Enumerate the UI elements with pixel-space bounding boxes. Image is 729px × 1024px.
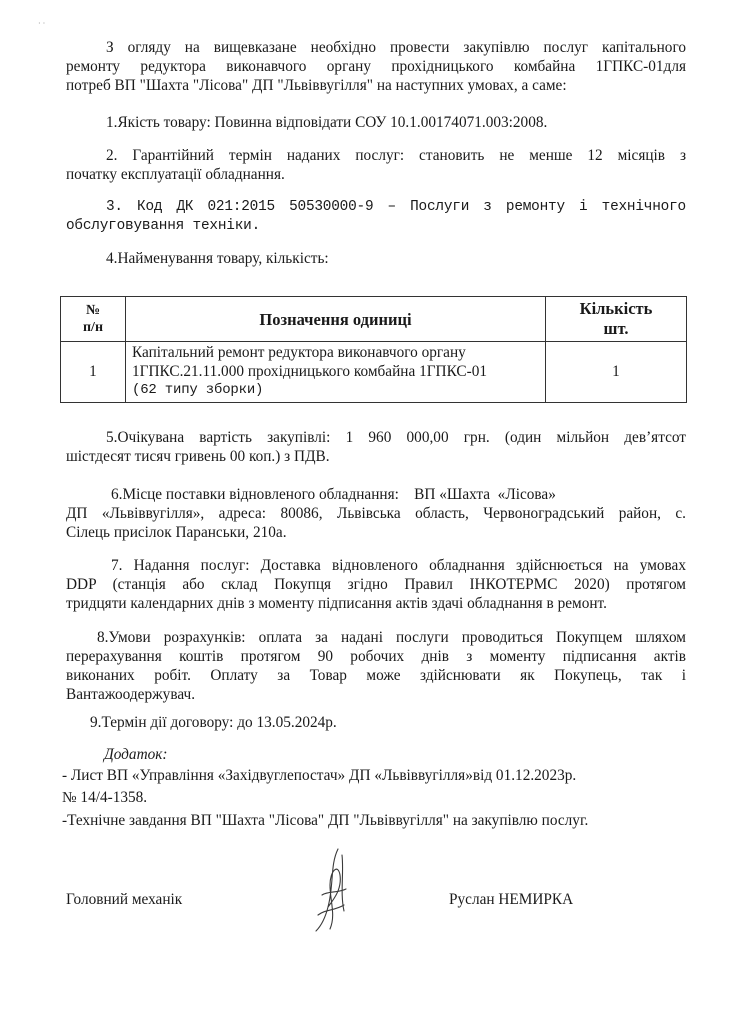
item-8-line-2: перерахування коштів протягом 90 робочих днів з моменту підписання актів — [66, 648, 686, 665]
scan-artifact: · · — [38, 19, 46, 28]
signatory-name: Руслан НЕМИРКА — [449, 891, 574, 908]
item-3-code — [66, 198, 686, 236]
table-row — [61, 342, 687, 403]
intro-line-1: З огляду на вищевказане необхідно провести закупівлю послуг капітального — [106, 39, 686, 56]
addendum-line-3: -Технічне завдання ВП "Шахта "Лісова" ДП "Львіввугілля" на закупівлю послуг. — [62, 812, 589, 829]
item-4-text: 4.Найменування товару, кількість: — [106, 250, 329, 267]
item-5-cost — [66, 428, 686, 466]
item-1-quality — [66, 113, 686, 132]
row-number: 1 — [61, 342, 126, 403]
header-number — [61, 297, 126, 342]
item-9-text: 9.Термін дії договору: до 13.05.2024р. — [90, 714, 337, 731]
row-designation-line-2: 1ГПКС.21.11.000 прохідницького комбайна 1ГПКС-01 — [132, 362, 488, 380]
item-2-line-2: початку експлуатації обладнання. — [66, 166, 285, 183]
header-number-line-2: п/н — [82, 320, 104, 335]
row-quantity: 1 — [546, 342, 687, 403]
goods-table — [60, 296, 687, 403]
row-designation — [126, 342, 546, 403]
item-8-line-1: 8.Умови розрахунків: оплата за надані послуги проводиться Покупцем шляхом — [97, 629, 686, 646]
handwritten-signature-icon — [300, 845, 360, 935]
item-2-line-1: 2. Гарантійний термін наданих послуг: становить не менше 12 місяців з — [106, 147, 686, 164]
row-designation-line-1: Капітальний ремонт редуктора виконавчого органу — [132, 344, 466, 361]
addendum-line-1: - Лист ВП «Управління «Західвуглепостач» ДП «Львіввугілля»від 01.12.2023р. — [62, 767, 577, 784]
header-number-line-1: № — [85, 303, 101, 318]
item-5-line-2: шістдесят тисяч гривень 00 коп.) з ПДВ. — [66, 448, 330, 465]
item-9-term — [66, 713, 686, 732]
item-3-line-2: обслуговування техніки. — [66, 218, 261, 234]
header-quantity — [546, 297, 687, 342]
header-quantity-line-1: Кількість — [579, 299, 653, 318]
row-designation-line-3: (62 типу зборки) — [132, 382, 264, 398]
item-8-line-4: Вантажоодержувач. — [66, 686, 196, 703]
item-3-line-1: 3. Код ДК 021:2015 50530000-9 – Послуги з ремонту і технічного — [106, 199, 686, 215]
header-quantity-line-2: шт. — [603, 319, 629, 338]
item-2-warranty — [66, 146, 686, 184]
item-6-line-1: 6.Місце поставки відновленого обладнання: ВП «Шахта «Лісова» — [111, 486, 556, 503]
item-4-goods — [66, 249, 686, 268]
item-7-services — [66, 556, 686, 613]
signatory-position: Головний механік — [66, 891, 183, 908]
item-6-line-3: Сілець присілок Паранськи, 210а. — [66, 524, 287, 541]
item-6-delivery-place — [66, 485, 686, 542]
item-8-line-3: виконаних робіт. Оплату за Товар може здійснювати як Покупець, так і — [66, 667, 686, 684]
addendum-line-2: № 14/4-1358. — [62, 789, 148, 806]
intro-line-2: ремонту редуктора виконавчого органу прохідницького комбайна 1ГПКС-01для — [66, 58, 686, 75]
addendum-title: Додаток: — [104, 746, 168, 763]
intro-paragraph — [66, 38, 686, 95]
intro-line-3: потреб ВП "Шахта "Лісова" ДП "Львіввугілля" на наступних умовах, а саме: — [66, 77, 567, 94]
header-designation: Позначення одиниці — [126, 297, 546, 342]
addendum-list — [62, 766, 692, 830]
item-6-line-2: ДП «Львіввугілля», адреса: 80086, Львівська область, Червоноградський район, с. — [66, 505, 686, 522]
item-7-line-2: DDP (станція або склад Покупця згідно Правил ІНКОТЕРМС 2020) протягом — [66, 576, 686, 593]
item-8-payment — [66, 628, 686, 704]
item-7-line-1: 7. Надання послуг: Доставка відновленого обладнання здійснюється на умовах — [111, 557, 686, 574]
item-5-line-1: 5.Очікувана вартість закупівлі: 1 960 000,00 грн. (один мільйон дев’ятсот — [106, 429, 686, 446]
item-1-text: 1.Якість товару: Повинна відповідати СОУ 10.1.00174071.003:2008. — [106, 114, 548, 131]
item-7-line-3: тридцяти календарних днів з моменту підписання актів здачі обладнання в ремонт. — [66, 595, 607, 612]
table-header-row — [61, 297, 687, 342]
